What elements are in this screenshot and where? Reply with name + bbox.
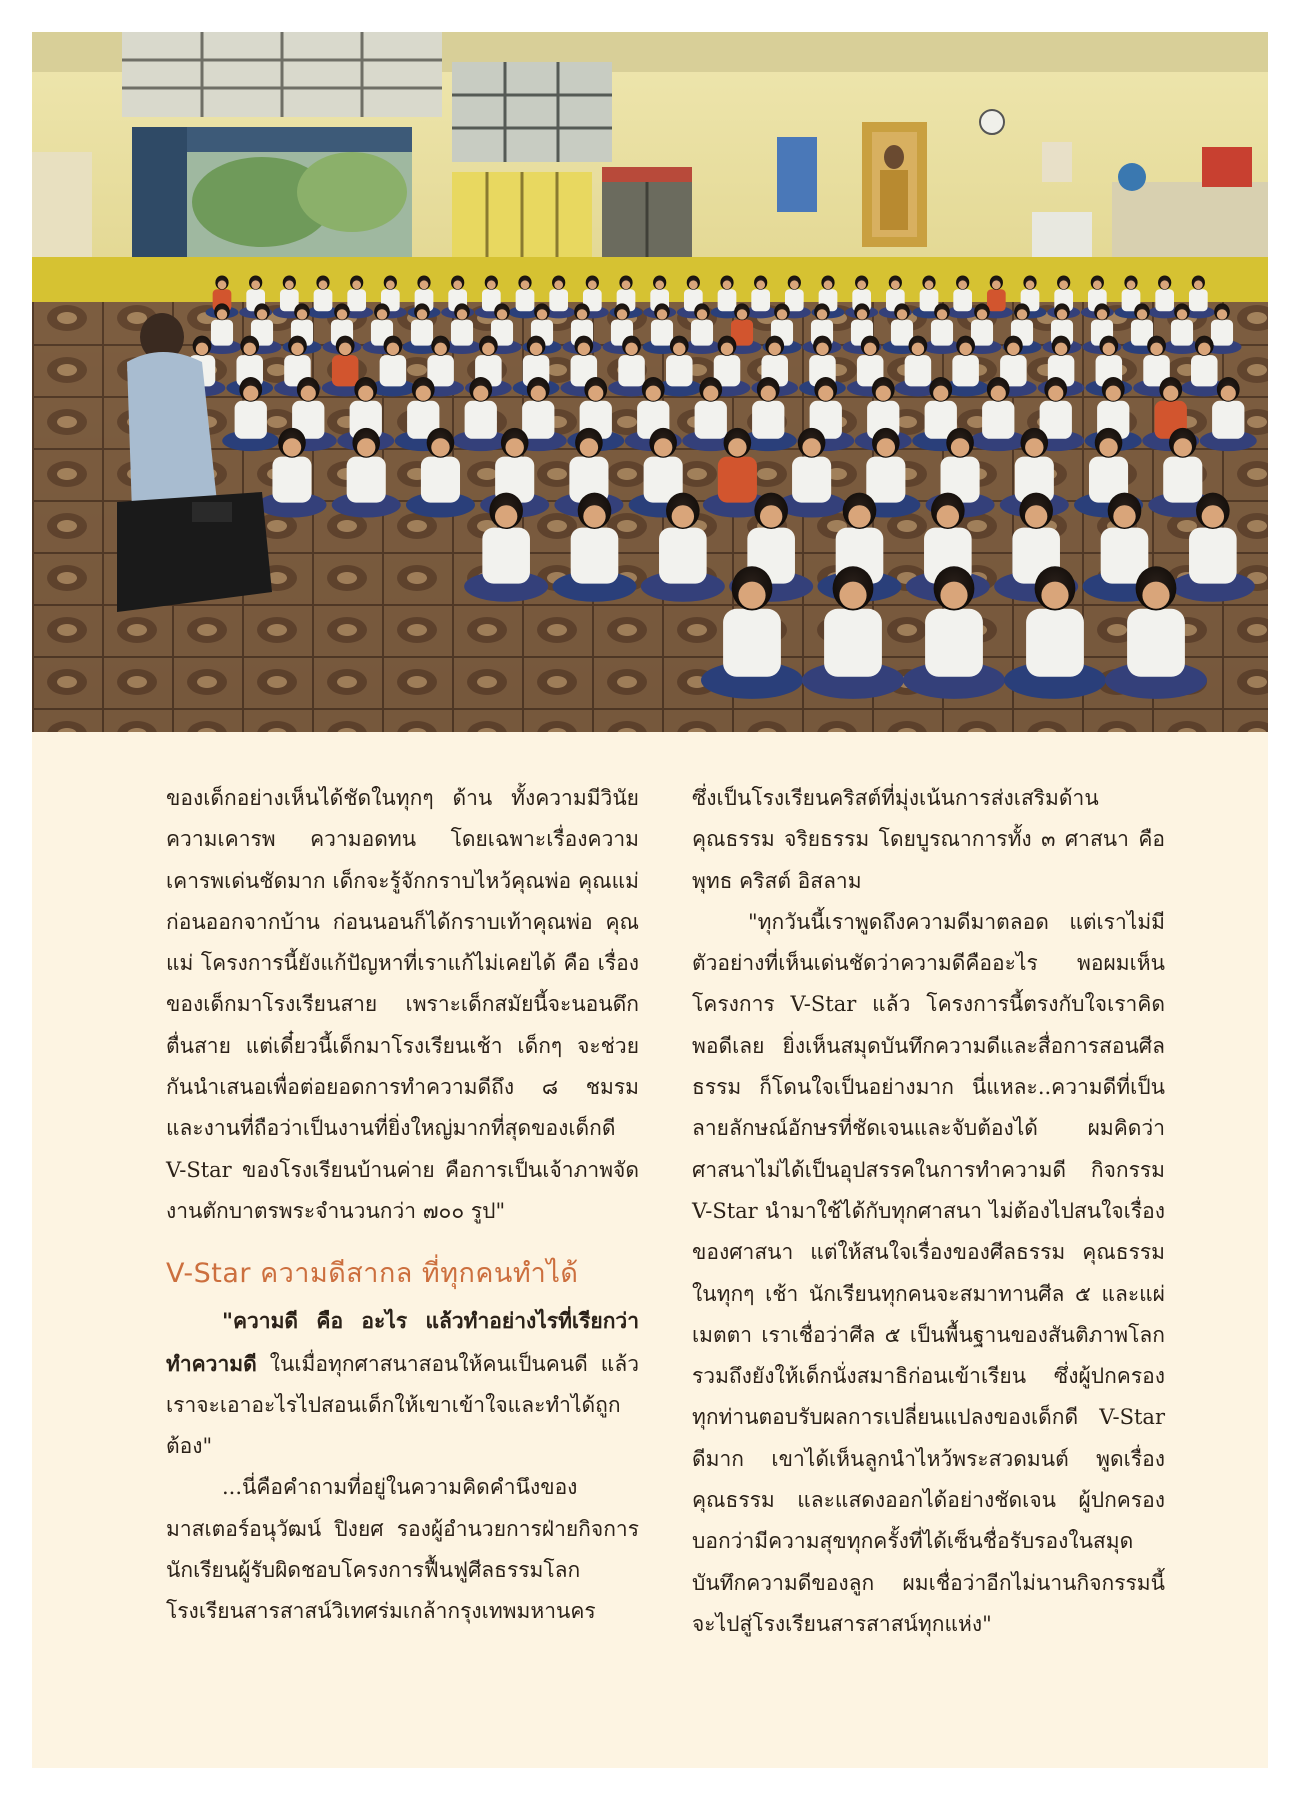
left-column xyxy=(166,778,639,1633)
left-paragraph-1: ของเด็กอย่างเห็นได้ชัดในทุกๆ ด้าน ทั้งความมีวินัย ความเคารพ ความอดทน โดยเฉพาะเรื่องความเคารพเด่นชัดมาก เด็กจะรู้จักกราบไหว้คุณพ่อ คุณแม่ ก่อนออกจากบ้าน ก่อนนอนก็ได้กราบเท้าคุณพ่อ คุณแม่ โครงการนี้ยังแก้ปัญหาที่เราแก้ไม่เคยได้ คือ เรื่องของเด็กมาโรงเรียนสาย เพราะเด็กสมัยนี้จะนอนดึก ตื่นสาย แต่เดี๋ยวนี้เด็กมาโรงเรียนเช้า เด็กๆ จะช่วยกันนำเสนอเพื่อต่อยอดการทำความดีถึง ๘ ชมรม และงานที่ถือว่าเป็นงานที่ยิ่งใหญ่มากที่สุดของเด็กดี V-Star ของโรงเรียนบ้านค่าย คือการเป็นเจ้าภาพจัดงานตักบาตรพระจำนวนกว่า ๗๐๐ รูป" xyxy=(166,786,639,1223)
section-heading: V-Star ความดีสากล ที่ทุกคนทำได้ xyxy=(166,1258,579,1290)
quote-bold: "ความดี คือ อะไร แล้วทำอย่างไรที่เรียกว่า ทำความดี xyxy=(166,1308,639,1376)
classroom-photo xyxy=(32,32,1268,732)
quote-rest: ในเมื่อทุกศาสนาสอนให้คนเป็นคนดี แล้วเราจะเอาอะไรไปสอนเด็กให้เขาเข้าใจและทำได้ถูกต้อง" xyxy=(166,1351,639,1459)
left-paragraph-3: ...นี่คือคำถามที่อยู่ในความคิดคำนึงของมาสเตอร์อนุวัฒน์ ปิงยศ รองผู้อำนวยการฝ่ายกิจการนักเรียนผู้รับผิดชอบโครงการฟื้นฟูศีลธรรมโลก โรงเรียนสารสาสน์วิเทศร่มเกล้ากรุงเทพมหานคร xyxy=(166,1475,639,1624)
left-paragraph-2 xyxy=(166,1300,639,1467)
right-paragraph-1: ซึ่งเป็นโรงเรียนคริสต์ที่มุ่งเน้นการส่งเสริมด้านคุณธรรม จริยธรรม โดยบูรณาการทั้ง ๓ ศาสนา คือ พุทธ คริสต์ อิสลาม xyxy=(692,786,1165,893)
right-paragraph-2: "ทุกวันนี้เราพูดถึงความดีมาตลอด แต่เราไม่มีตัวอย่างที่เห็นเด่นชัดว่าความดีคืออะไร พอผมเห็นโครงการ V-Star แล้ว โครงการนี้ตรงกับใจเราคิดพอดีเลย ยิ่งเห็นสมุดบันทึกความดีและสื่อการสอนศีลธรรม ก็โดนใจเป็นอย่างมาก นี่แหละ..ความดีที่เป็นลายลักษณ์อักษรที่ชัดเจนและจับต้องได้ ผมคิดว่าศาสนาไม่ได้เป็นอุปสรรคในการทำความดี กิจกรรม V-Star นำมาใช้ได้กับทุกศาสนา ไม่ต้องไปสนใจเรื่องของศาสนา แต่ให้สนใจเรื่องของศีลธรรม คุณธรรม ในทุกๆ เช้า นักเรียนทุกคนจะสมาทานศีล ๕ และแผ่เมตตา เราเชื่อว่าศีล ๕ เป็นพื้นฐานของสันติภาพโลก รวมถึงยังให้เด็กนั่งสมาธิก่อนเข้าเรียน ซึ่งผู้ปกครองทุกท่านตอบรับผลการเปลี่ยนแปลงของเด็กดี V-Star ดีมาก เขาได้เห็นลูกนำไหว้พระสวดมนต์ พูดเรื่องคุณธรรม และแสดงออกได้อย่างชัดเจน ผู้ปกครองบอกว่ามีความสุขทุกครั้งที่ได้เซ็นชื่อรับรองในสมุดบันทึกความดีของลูก ผมเชื่อว่าอีกไม่นานกิจกรรมนี้จะไปสู่โรงเรียนสารสาสน์ทุกแห่ง" xyxy=(692,909,1165,1636)
right-column xyxy=(692,778,1165,1645)
